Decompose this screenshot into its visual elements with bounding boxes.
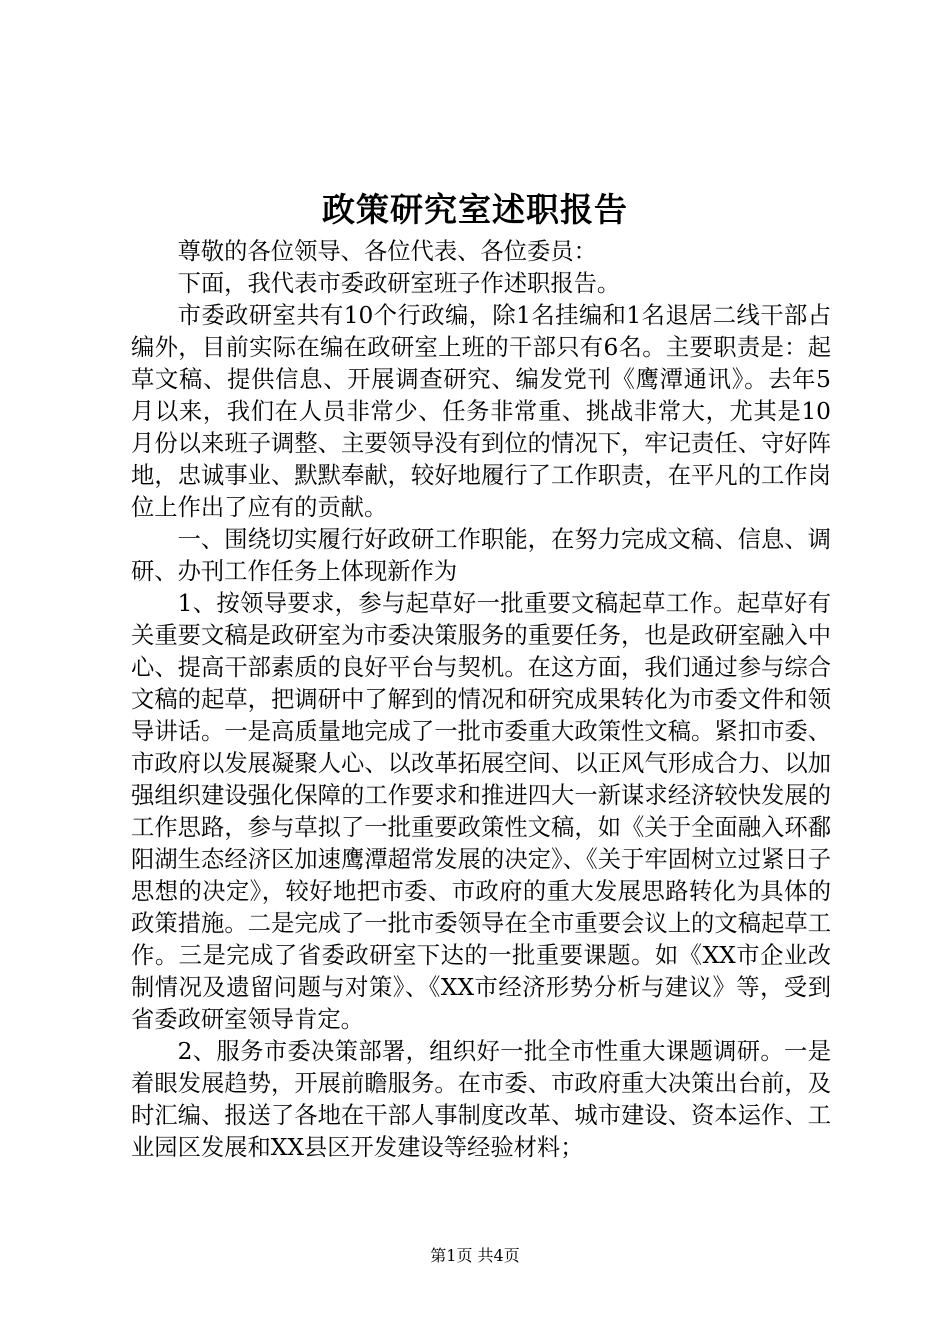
intro-paragraph: 下面，我代表市委政研室班子作述职报告。 <box>177 270 621 297</box>
item-paragraph-1: 1、按领导要求，参与起草好一批重要文稿起草工作。起草好有关重要文稿是政研室为市委决策服务的重要任务，也是政研室融入中心、提高干部素质的良好平台与契机。在这方面，我们通过参与综合文稿的起草，把调研中了解到的情况和研究成果转化为市委文件和领导讲话。一是高质量地完成了一批市委重大政策性文稿。紧扣市委、市政府以发展凝聚人心、以改革拓展空间、以正风气形成合力、以加强组织建设强化保障的工作要求和推进四大一新谋求经济较快发展的工作思路，参与草拟了一批重要政策性文稿，如《关于全面融入环鄱阳湖生态经济区加速鹰潭超常发展的决定》、《关于牢固树立过紧日子思想的决定》，较好地把市委、市政府的重大发展思路转化为具体的政策措施。二是完成了一批市委领导在全市重要会议上的文稿起草工作。三是完成了省委政研室下达的一批重要课题。如《XX市企业改制情况及遗留问题与对策》、《XX市经济形势分析与建议》等，受到省委政研室领导肯定。 <box>131 590 831 1033</box>
item-paragraph-2: 2、服务市委决策部署，组织好一批全市性重大课题调研。一是着眼发展趋势，开展前瞻服务。在市委、市政府重大决策出台前，及时汇编、报送了各地在干部人事制度改革、城市建设、资本运作、工业园区发展和XX县区开发建设等经验材料； <box>131 1038 831 1161</box>
page-footer: 第1页 共4页 <box>430 1246 520 1265</box>
overview-paragraph: 市委政研室共有10个行政编，除1名挂编和1名退居二线干部占编外，目前实际在编在政研室上班的干部只有6名。主要职责是：起草文稿、提供信息、开展调查研究、编发党刊《鹰潭通讯》。去年5月以来，我们在人员非常少、任务非常重、挑战非常大，尤其是10月份以来班子调整、主要领导没有到位的情况下，牢记责任、守好阵地，忠诚事业、默默奉献，较好地履行了工作职责，在平凡的工作岗位上作出了应有的贡献。 <box>131 302 831 521</box>
document-title: 政策研究室述职报告 <box>322 190 628 229</box>
document-body <box>131 236 831 1164</box>
section-heading-1: 一、围绕切实履行好政研工作职能，在努力完成文稿、信息、调研、办刊工作任务上体现新作为 <box>131 526 831 585</box>
salutation-paragraph: 尊敬的各位领导、各位代表、各位委员： <box>177 238 597 265</box>
